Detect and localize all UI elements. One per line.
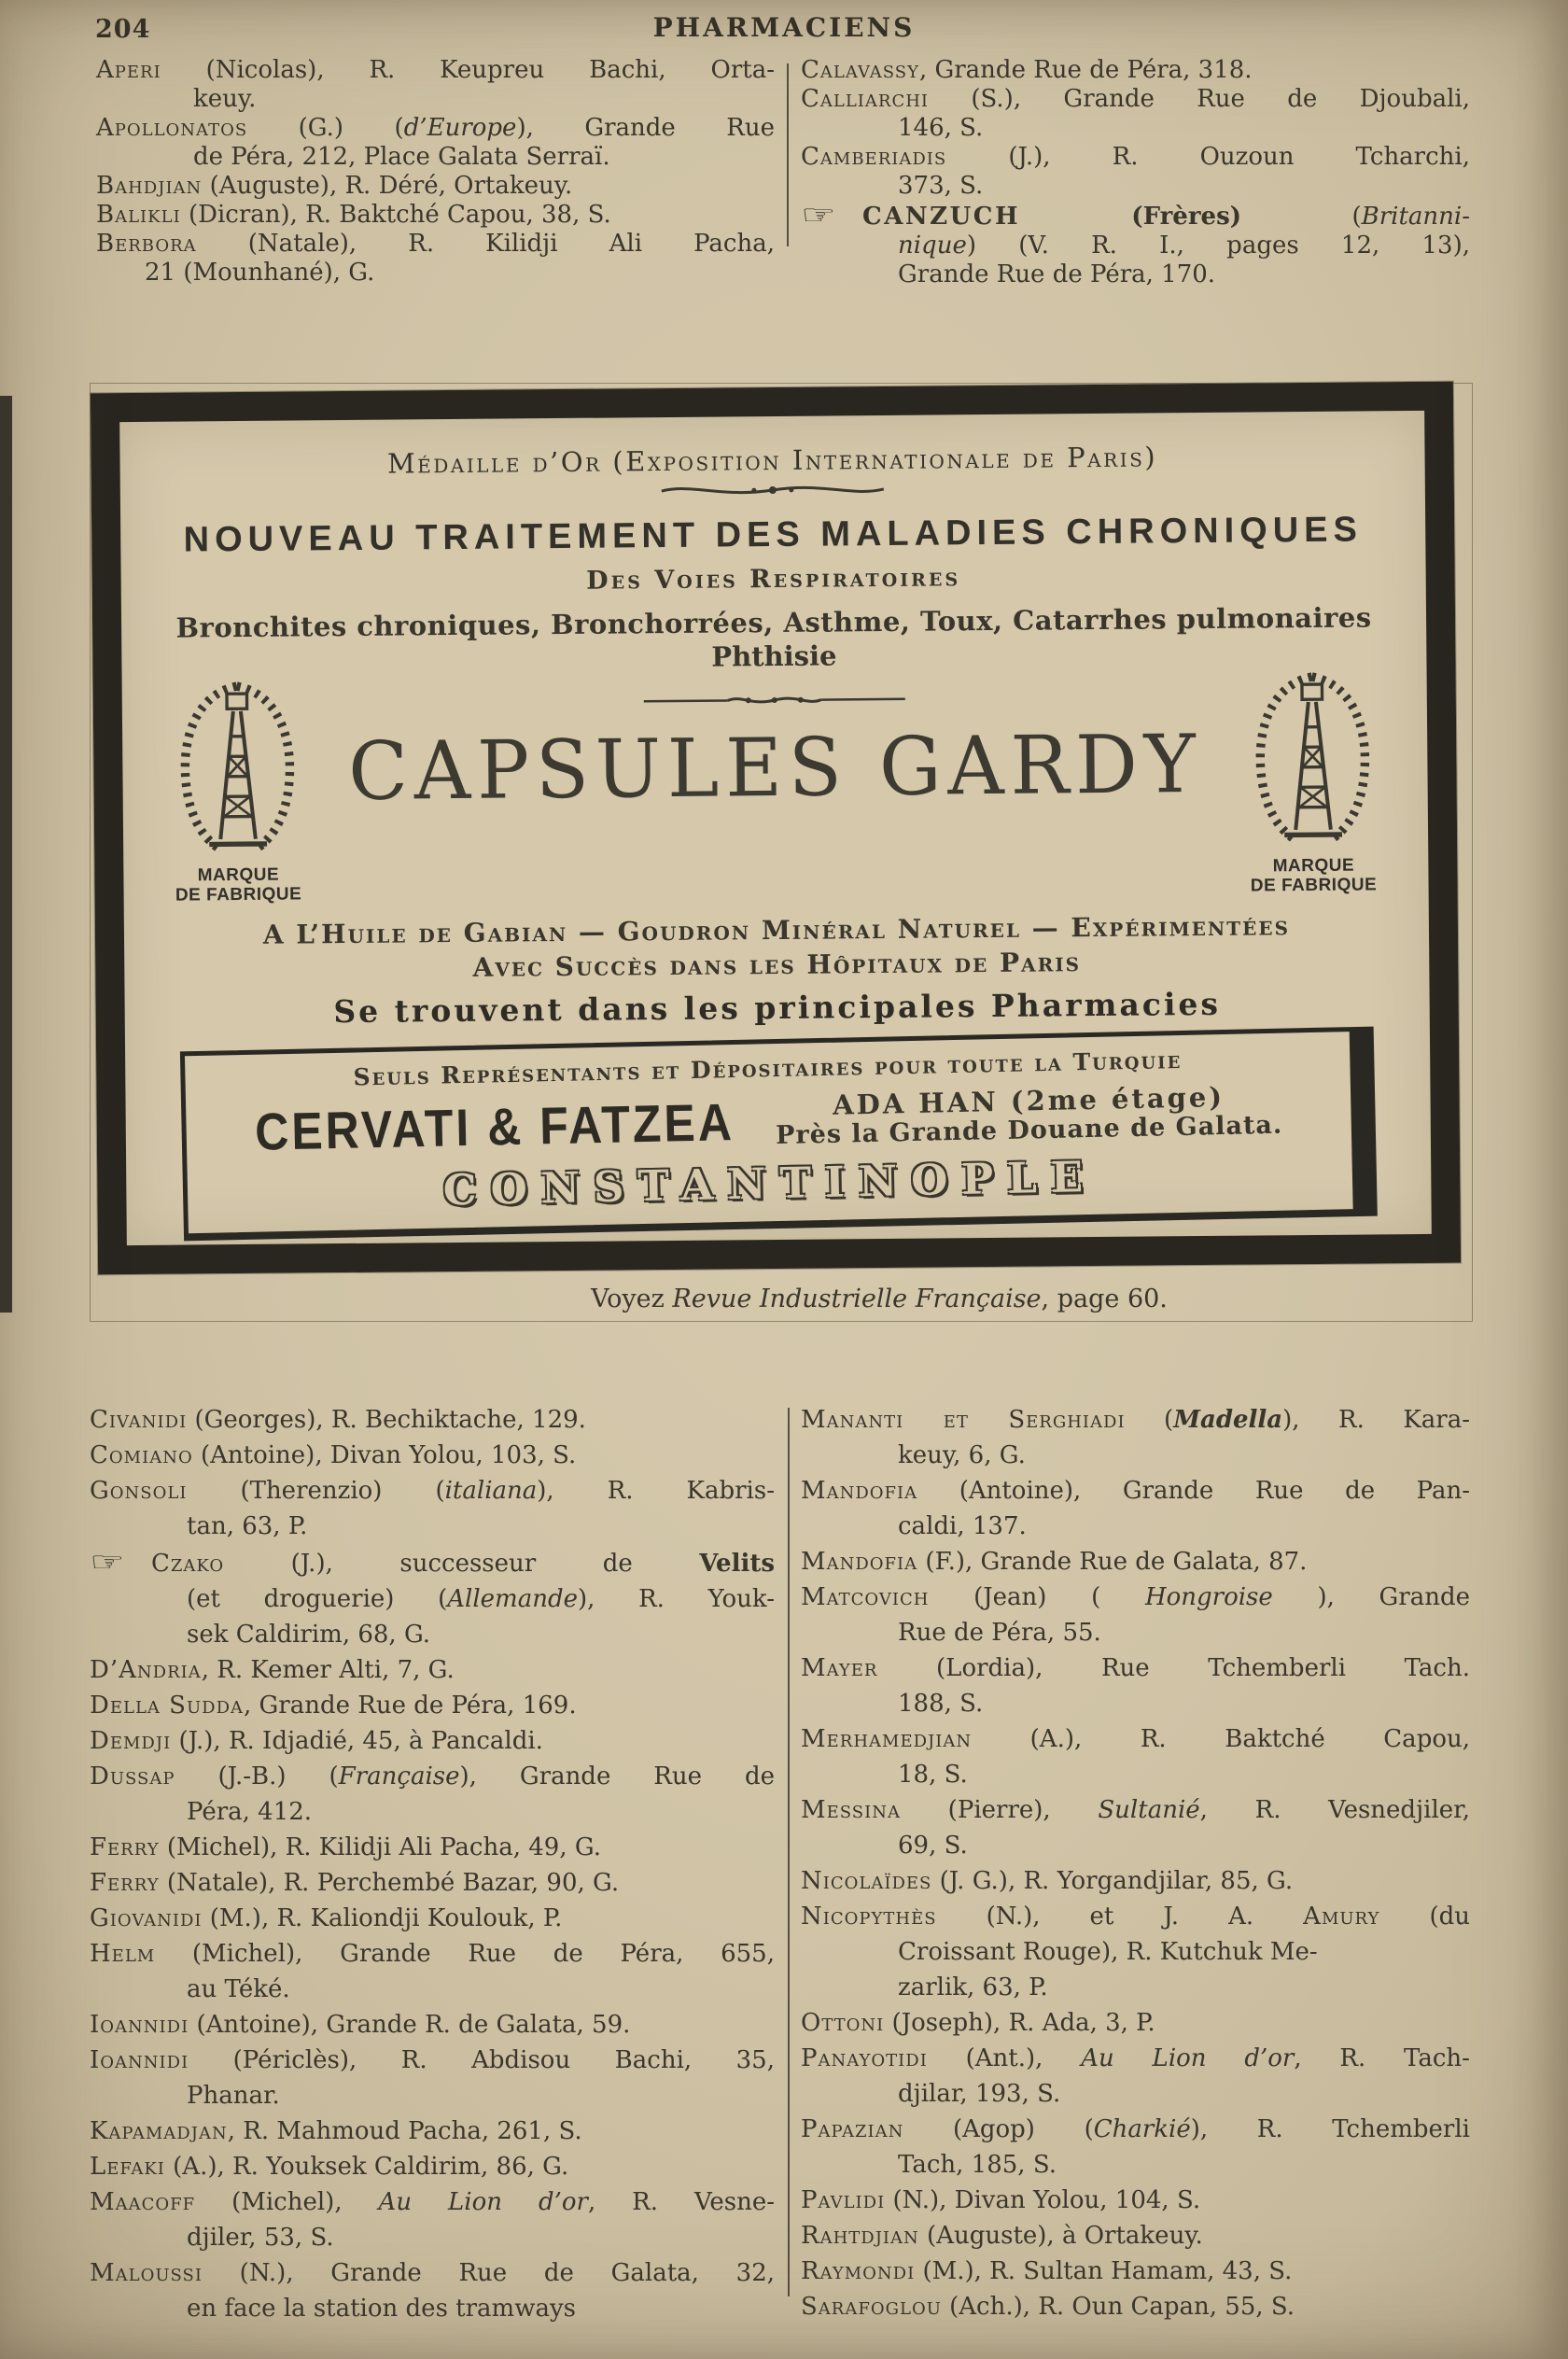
entry-line	[801, 85, 1470, 114]
entry-continuation-line	[801, 172, 1470, 201]
entry-text: sek Caldirim, 68, G.	[187, 1621, 431, 1649]
entry-text: de Péra, 212, Place Galata Serraï.	[193, 143, 610, 171]
entry-line	[96, 230, 775, 259]
entry-text: Madella	[1173, 1406, 1283, 1434]
firm-name: CERVATI & FATZEA	[254, 1092, 735, 1162]
directory-entry	[90, 2149, 775, 2184]
entry-line	[801, 2183, 1470, 2218]
directory-entry	[801, 201, 1470, 289]
entry-text: zarlik, 63, P.	[898, 1973, 1048, 2001]
entry-name: Camberiadis	[801, 143, 947, 171]
entry-text: Phanar.	[187, 2082, 280, 2110]
entry-continuation-line	[90, 2291, 775, 2326]
entry-continuation-line	[801, 114, 1470, 143]
entry-line	[90, 1865, 775, 1901]
entry-text: (M.), R. Sultan Hamam, 43, S.	[915, 2257, 1293, 2285]
entry-line	[90, 1473, 775, 1509]
directory-entry	[801, 2289, 1470, 2324]
directory-entry	[96, 114, 775, 172]
entry-continuation-line	[90, 2078, 775, 2113]
entry-text: 188, S.	[898, 1690, 984, 1718]
entry-text: Allemande	[447, 1585, 578, 1613]
entry-continuation-line	[801, 2147, 1470, 2183]
entry-line	[801, 2254, 1470, 2289]
entry-text: Britanni-	[1361, 203, 1470, 231]
column-divider-top	[787, 63, 789, 246]
ailments-line-2: Phthisie	[711, 639, 837, 673]
directory-entry	[801, 1402, 1470, 1473]
entry-text: (J.), successeur de	[224, 1550, 700, 1578]
directory-entry	[801, 1899, 1470, 2005]
pointing-hand-icon: ☞	[90, 1546, 125, 1578]
directory-entry	[90, 2043, 775, 2113]
entry-text: 146, S.	[898, 114, 984, 142]
directory-entry	[801, 2041, 1470, 2112]
entry-text: (A.), R. Baktché Capou,	[972, 1725, 1470, 1753]
pointing-hand-icon: ☞	[801, 199, 836, 231]
entry-text: ), R. Youk-	[578, 1585, 775, 1613]
entry-name: Aperi	[96, 56, 161, 84]
entry-text: (Nicolas), R. Keupreu Bachi, Orta-	[161, 56, 775, 84]
entry-text: (Antoine), Divan Yolou, 103, S.	[192, 1441, 577, 1469]
entry-name: Merhamedjian	[801, 1725, 973, 1753]
entry-line	[801, 1899, 1470, 1934]
product-zone	[122, 668, 1429, 915]
entry-name: Matcovich	[801, 1583, 930, 1611]
entry-text: , Grande Rue de Péra, 169.	[244, 1692, 577, 1720]
entry-name: Civanidi	[90, 1406, 188, 1434]
entry-line	[90, 2007, 775, 2043]
directory-entry	[90, 2184, 775, 2255]
directory-entry	[801, 1863, 1470, 1899]
directory-entry	[90, 1402, 775, 1438]
entry-line	[90, 2255, 775, 2291]
entry-continuation-line	[801, 2076, 1470, 2112]
directory-entry	[90, 1652, 775, 1688]
directory-entry	[801, 1580, 1470, 1650]
entry-text: Au Lion d’or	[378, 2188, 588, 2216]
entry-text: (Michel),	[195, 2188, 379, 2216]
entry-text: (Antoine), Grande R. de Galata, 59.	[189, 2011, 631, 2039]
directory-entry	[90, 1723, 775, 1759]
entry-text: (Agop) (	[903, 2115, 1094, 2143]
entry-text: Française	[338, 1762, 460, 1790]
directory-entry	[96, 56, 775, 114]
entry-text: ) (V. R. I., pages 12, 13),	[966, 232, 1470, 260]
advertisement-capsules-gardy	[90, 383, 1473, 1322]
entry-name: Calavassy	[801, 56, 919, 84]
ailments-line: Bronchites chroniques, Bronchorrées, Asthme, Toux, Catarrhes pulmonaires	[175, 601, 1372, 644]
entry-continuation-line	[96, 259, 775, 288]
entry-continuation-line	[801, 1828, 1470, 1863]
directory-entry	[801, 85, 1470, 143]
entry-text: italiana	[444, 1477, 538, 1505]
entry-continuation-line	[801, 1934, 1470, 1970]
entry-name: Ferry	[90, 1869, 160, 1897]
entry-name: Czako	[151, 1550, 225, 1578]
directory-entry	[90, 2113, 775, 2149]
entry-name: Apollonatos	[96, 114, 248, 142]
entry-name: Lefaki	[90, 2153, 165, 2181]
entry-line	[801, 1792, 1470, 1828]
entry-name: Bahdjian	[96, 172, 203, 200]
entry-line	[90, 1688, 775, 1723]
directory-entry	[801, 1650, 1470, 1721]
entry-text: (Lordia), Rue Tchemberli Tach.	[877, 1654, 1470, 1682]
firm-address	[775, 1081, 1282, 1151]
entry-line	[96, 201, 775, 230]
entry-text: (F.), Grande Rue de Galata, 87.	[917, 1548, 1308, 1576]
entry-name: Maacoff	[90, 2188, 196, 2216]
entry-name: Ioannidi	[90, 2046, 189, 2074]
entry-name: Balikli	[96, 201, 181, 229]
directory-entry	[801, 143, 1470, 201]
firm-city: CONSTANTINOPLE	[441, 1151, 1098, 1215]
representatives-line: Seuls Représentants et Dépositaires pour toute la Turquie	[352, 1046, 1183, 1091]
entry-continuation-line	[801, 260, 1470, 289]
entry-text: (N.), Grande Rue de Galata, 32,	[202, 2259, 775, 2287]
entry-text: 21 (Mounhané), G.	[145, 259, 375, 287]
page-title: PHARMACIENS	[652, 12, 916, 43]
entry-line	[90, 1759, 775, 1794]
entry-line	[90, 1544, 775, 1581]
entry-line	[801, 201, 1470, 232]
entry-text: Grande Rue de Péra, 170.	[898, 260, 1216, 288]
entry-text: nique	[898, 232, 967, 260]
entry-text: Au Lion d’or	[1081, 2044, 1295, 2072]
entry-text: (J. G.), R. Yorgandjilar, 85, G.	[931, 1867, 1294, 1895]
entry-text: Tach, 185, S.	[898, 2151, 1057, 2179]
entry-name: Demdji	[90, 1727, 172, 1755]
advertisement-plaque-frame	[91, 382, 1461, 1275]
entry-text: (Jean) (	[929, 1583, 1145, 1611]
entry-line	[90, 2113, 775, 2149]
entry-text: (Joseph), R. Ada, 3, P.	[884, 2009, 1155, 2037]
entry-name: Della Sudda	[90, 1692, 244, 1720]
directory-entry	[801, 1473, 1470, 1544]
top-left-column	[96, 56, 775, 288]
entry-name: Pavlidi	[801, 2186, 886, 2214]
entry-text: keuy.	[193, 85, 257, 113]
entry-text: , R. Mahmoud Pacha, 261, S.	[227, 2117, 582, 2145]
entry-name: Mayer	[801, 1654, 878, 1682]
entry-text: , R. Kemer Alti, 7, G.	[201, 1656, 455, 1684]
entry-name: Dussap	[90, 1762, 175, 1790]
entry-continuation-line	[90, 1509, 775, 1544]
caption-journal-name: Revue Industrielle Française	[672, 1285, 1042, 1313]
directory-entry	[90, 1865, 775, 1901]
directory-entry	[90, 1936, 775, 2007]
entry-continuation-line	[90, 1617, 775, 1652]
entry-continuation-line	[90, 2220, 775, 2255]
entry-line	[801, 143, 1470, 172]
entry-text: Velits	[699, 1550, 775, 1578]
scan-gutter-shadow	[0, 396, 12, 1313]
entry-text: (Pierre),	[900, 1796, 1099, 1824]
entry-name: Panayotidi	[801, 2044, 928, 2072]
entry-text: , R. Vesnedjiler,	[1199, 1796, 1470, 1824]
hospitals-line: Avec Succès dans les Hôpitaux de Paris	[472, 947, 1082, 983]
entry-text: caldi, 137.	[898, 1512, 1027, 1540]
entry-text: (et droguerie) (	[187, 1585, 448, 1613]
entry-name: Nicopythès	[801, 1903, 937, 1931]
entry-text: (Ach.), R. Oun Capan, 55, S.	[941, 2293, 1295, 2321]
entry-text: (N.), Divan Yolou, 104, S.	[885, 2186, 1201, 2214]
entry-text: au Téké.	[187, 1975, 290, 2003]
directory-entry	[90, 2007, 775, 2043]
entry-text: (Dicran), R. Baktché Capou, 38, S.	[180, 201, 611, 229]
entry-continuation-line	[801, 1757, 1470, 1792]
directory-entry	[801, 1792, 1470, 1863]
entry-text: d’Europe	[403, 114, 517, 142]
entry-text: djiler, 53, S.	[187, 2224, 334, 2252]
entry-text: (Therenzio) (	[187, 1477, 445, 1505]
entry-text: 373, S.	[898, 172, 984, 200]
ad-caption	[91, 1285, 1472, 1313]
bottom-left-column	[90, 1402, 775, 2326]
flourish-ornament	[120, 476, 1425, 508]
entry-line	[90, 2149, 775, 2184]
mark-label: MARQUE	[1272, 855, 1355, 877]
advertisement-content	[119, 411, 1432, 1245]
bottom-right-column	[801, 1402, 1470, 2324]
entry-line	[801, 1473, 1470, 1509]
directory-entry	[90, 1688, 775, 1723]
directory-entry	[90, 1901, 775, 1936]
entry-text: 69, S.	[898, 1832, 968, 1860]
entry-continuation-line	[801, 232, 1470, 260]
entry-name: Berbora	[96, 230, 197, 258]
entry-text: ), Grande Rue de	[459, 1762, 775, 1790]
entry-text: , Grande Rue de Péra, 318.	[918, 56, 1253, 84]
directory-entry	[90, 1438, 775, 1473]
firm-address-line1: ADA HAN (2me étage)	[832, 1080, 1225, 1121]
entry-text: (Michel), R. Kilidji Ali Pacha, 49, G.	[159, 1833, 601, 1861]
entry-line	[96, 172, 775, 201]
entry-name: Helm	[90, 1940, 156, 1968]
entry-name: D’Andria	[90, 1656, 202, 1684]
entry-text: (Ant.),	[927, 2044, 1082, 2072]
entry-text: (du	[1379, 1903, 1470, 1931]
directory-entry	[96, 230, 775, 288]
directory-entry	[90, 2255, 775, 2326]
entry-name: Raymondi	[801, 2257, 916, 2285]
entry-line	[801, 1863, 1470, 1899]
entry-continuation-line	[96, 143, 775, 172]
entry-name: Calliarchi	[801, 85, 930, 113]
entry-text: (Michel), Grande Rue de Péra, 655,	[155, 1940, 775, 1968]
entry-text: (J.), R. Idjadié, 45, à Pancaldi.	[171, 1727, 543, 1755]
entry-text: (S.), Grande Rue de Djoubali,	[929, 85, 1470, 113]
entry-continuation-line	[801, 1686, 1470, 1721]
entry-text: (N.), et J. A.	[936, 1903, 1304, 1931]
entry-name: Comiano	[90, 1441, 193, 1469]
entry-text: 18, S.	[898, 1761, 968, 1789]
directory-entry	[801, 2183, 1470, 2218]
entry-name: Sarafoglou	[801, 2293, 942, 2321]
entry-text: Hongroise	[1144, 1583, 1273, 1611]
directory-entry	[96, 172, 775, 201]
caption-suffix: , page 60.	[1041, 1285, 1168, 1313]
entry-text: Croissant Rouge), R. Kutchuk Me-	[898, 1938, 1318, 1966]
entry-name: Mandofia	[801, 1548, 918, 1576]
entry-text: Charkié	[1093, 2115, 1191, 2143]
entry-text: Péra, 412.	[187, 1798, 313, 1826]
entry-line	[90, 1901, 775, 1936]
directory-entry	[90, 1830, 775, 1865]
directory-entry	[90, 1544, 775, 1652]
entry-continuation-line	[96, 85, 775, 114]
entry-name: Mandofia	[801, 1477, 918, 1505]
entry-continuation-line	[90, 1581, 775, 1617]
entry-continuation-line	[801, 1970, 1470, 2005]
entry-line	[801, 2041, 1470, 2076]
entry-text: (Auguste), à Ortakeuy.	[918, 2222, 1203, 2250]
entry-text: Sultanié	[1098, 1796, 1200, 1824]
entry-name: Maloussi	[90, 2259, 203, 2287]
page-number: 204	[95, 15, 151, 44]
entry-name: Giovanidi	[90, 1904, 203, 1932]
entry-line	[96, 56, 775, 85]
directory-entry	[801, 2112, 1470, 2183]
entry-text: (Auguste), R. Déré, Ortakeuy.	[202, 172, 573, 200]
entry-name: Papazian	[801, 2115, 904, 2143]
representatives-box	[179, 1027, 1377, 1242]
entry-name: Nicolaïdes	[801, 1867, 932, 1895]
entry-text: (J.), R. Ouzoun Tcharchi,	[946, 143, 1470, 171]
entry-name: Mananti et Serghiadi	[801, 1406, 1126, 1434]
entry-line	[801, 1721, 1470, 1757]
entry-text: ), Grande Rue	[516, 114, 775, 142]
entry-line	[90, 1438, 775, 1473]
entry-name: Kapamadjan	[90, 2117, 228, 2145]
entry-text: (Frères)	[1020, 203, 1242, 231]
caption-prefix: Voyez	[591, 1285, 673, 1313]
entry-line	[90, 2184, 775, 2220]
entry-name: Gonsoli	[90, 1477, 188, 1505]
directory-entry	[96, 201, 775, 230]
product-name: CAPSULES GARDY	[347, 718, 1203, 819]
directory-entry	[801, 1721, 1470, 1792]
entry-text: en face la station des tramways	[187, 2295, 576, 2323]
entry-continuation-line	[801, 1509, 1470, 1544]
entry-line	[90, 1652, 775, 1688]
entry-name: Ferry	[90, 1833, 160, 1861]
entry-line	[90, 1402, 775, 1438]
entry-text: , R. Vesne-	[587, 2188, 775, 2216]
column-divider-bottom	[788, 1408, 790, 2296]
entry-text: Rue de Péra, 55.	[898, 1619, 1101, 1647]
top-right-column	[801, 56, 1470, 289]
mark-label: DE FABRIQUE	[175, 884, 302, 906]
entry-text: (Georges), R. Bechiktache, 129.	[187, 1406, 586, 1434]
entry-name: Amury	[1303, 1903, 1380, 1931]
entry-line	[801, 1402, 1470, 1438]
mark-label: DE FABRIQUE	[1250, 875, 1378, 896]
entry-text: tan, 63, P.	[187, 1512, 308, 1540]
entry-continuation-line	[90, 1794, 775, 1830]
entry-text: djilar, 193, S.	[898, 2080, 1061, 2108]
directory-entry	[801, 2005, 1470, 2041]
entry-continuation-line	[801, 1438, 1470, 1473]
entry-name: Messina	[801, 1796, 901, 1824]
directory-entry	[801, 56, 1470, 85]
entry-text: (M.), R. Kaliondji Koulouk, P.	[202, 1904, 563, 1932]
entry-text: ), Grande	[1272, 1583, 1470, 1611]
entry-text: ), R. Tchemberli	[1190, 2115, 1470, 2143]
entry-text: , R. Tach-	[1294, 2044, 1470, 2072]
entry-text: (Natale), R. Perchembé Bazar, 90, G.	[159, 1869, 620, 1897]
entry-line	[90, 2043, 775, 2078]
entry-text: (Natale), R. Kilidji Ali Pacha,	[196, 230, 775, 258]
entry-line	[801, 2005, 1470, 2041]
entry-name: Rahtdjian	[801, 2222, 919, 2250]
directory-entry	[801, 2218, 1470, 2254]
entry-line	[96, 114, 775, 143]
entry-text: (Antoine), Grande Rue de Pan-	[917, 1477, 1470, 1505]
entry-text: ), R. Kabris-	[537, 1477, 775, 1505]
availability-line: Se trouvent dans les principales Pharmacies	[333, 985, 1222, 1031]
entry-line	[90, 1830, 775, 1865]
entry-line	[801, 2289, 1470, 2324]
entry-text: (Périclès), R. Abdisou Bachi, 35,	[189, 2046, 775, 2074]
directory-entry	[801, 1544, 1470, 1580]
ad-headline: NOUVEAU TRAITEMENT DES MALADIES CHRONIQUES	[183, 510, 1364, 560]
entry-line	[801, 2112, 1470, 2147]
entry-continuation-line	[90, 1972, 775, 2007]
entry-text: keuy, 6, G.	[898, 1441, 1026, 1469]
entry-text: (G.) (	[247, 114, 404, 142]
entry-line	[90, 1936, 775, 1972]
directory-entry	[90, 1473, 775, 1544]
entry-text: (	[1241, 203, 1362, 231]
entry-text: ), R. Kara-	[1282, 1406, 1470, 1434]
medal-line: Médaille d’Or (Exposition Internationale de Paris)	[386, 441, 1158, 480]
directory-entry	[801, 2254, 1470, 2289]
entry-text: (	[1125, 1406, 1174, 1434]
directory-entry	[90, 1759, 775, 1830]
entry-line	[801, 56, 1470, 85]
entry-line	[801, 1650, 1470, 1686]
firm-address-line2: Près la Grande Douane de Galata.	[775, 1110, 1283, 1151]
entry-line	[801, 2218, 1470, 2254]
entry-line	[90, 1723, 775, 1759]
composition-line: A L’Huile de Gabian — Goudron Minéral Naturel — Expérimentées	[262, 910, 1291, 950]
entry-text: (A.), R. Youksek Caldirim, 86, G.	[164, 2153, 569, 2181]
entry-line	[801, 1544, 1470, 1580]
entry-continuation-line	[801, 1615, 1470, 1650]
entry-line	[801, 1580, 1470, 1615]
entry-text: CANZUCH	[862, 203, 1021, 231]
entry-text: (J.-B.) (	[175, 1762, 339, 1790]
entry-name: Ioannidi	[90, 2011, 189, 2039]
mark-label: MARQUE	[197, 864, 280, 886]
ad-subheadline: Des Voies Respiratoires	[586, 563, 961, 596]
entry-name: Ottoni	[801, 2009, 885, 2037]
